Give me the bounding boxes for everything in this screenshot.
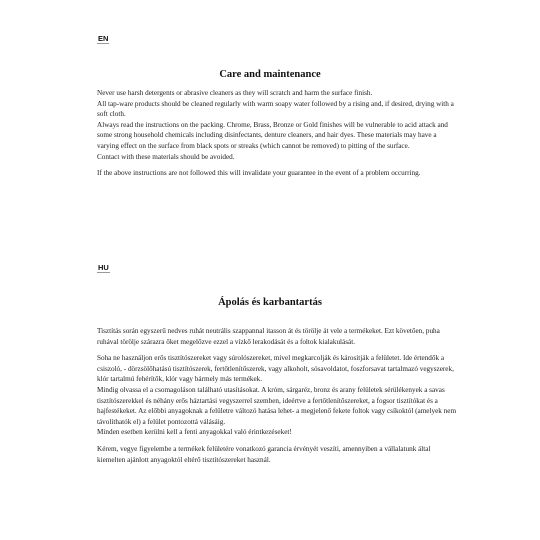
paragraph-hu-5: Kérem, vegye figyelembe a termékek felületére vonatkozó garancia érvényét veszíti, amennyiben a vállalatunk által kiemelten ajánlott anyagoktól eltérő tisztítószereket használ. <box>97 444 431 464</box>
paragraph-en-5: If the above instructions are not followed this will invalidate your guarantee in the event of a problem occurring. <box>97 169 421 178</box>
paragraph-hu-1: Tisztítás során egyszerű nedves ruhát neutrális szappannal itasson át és törölje át vele a termékeket. Ezt követően, puha ruhával törölje szárazra őket megelőzve ezzel a vízkő lerakodását és a foltok kialakulását. <box>97 327 440 346</box>
paragraph-en-1: Never use harsh detergents or abrasive cleaners as they will scratch and harm the surface finish. <box>97 89 373 97</box>
paragraph-en-4: Contact with these materials should be avoided. <box>97 152 235 161</box>
section-body-hu <box>97 326 457 465</box>
paragraph-hu-4: Minden esetben kerülni kell a fenti anyagokkal való érintkezéseket! <box>97 428 292 437</box>
language-label-en: EN <box>98 34 109 43</box>
language-label-hu: HU <box>98 263 109 272</box>
section-body-en <box>97 88 457 179</box>
paragraph-hu-3: Mindig olvassa el a csomagoláson található utasításokat. A króm, sárgaréz, bronz és arany felületek sérülékenyek a savas tisztítószerekkel és néhány erős háztartási vegyszerrel szemben, ideértve a fertőtlenítőszereket, a fogsor tisztítókat és a hajfestékeket. Az előbbi anyagoknak a felületre változó hatása lehet- a megjelenő fekete foltok vagy csíkoktól (amelyek nem távolíthatók el) a felület pontozottá válásáig. <box>97 385 457 426</box>
paragraph-en-3: Always read the instructions on the packing. Chrome, Brass, Bronze or Gold finishes will be vulnerable to acid attack and some strong household chemicals including disinfectants, denture cleaners, and hair dyes. These materials may have a varying effect on the surface from black spots or streaks (which cannot be removed) to pitting of the surface. <box>97 120 448 150</box>
section-title-hu: Ápolás és karbantartás <box>218 297 322 308</box>
paragraph-en-2: All tap-ware products should be cleaned regularly with warm soapy water followed by a rising and, if desired, drying with a soft cloth. <box>97 99 454 119</box>
section-title-en: Care and maintenance <box>219 69 321 80</box>
paragraph-hu-2: Soha ne használjon erős tisztítószereket vagy súrolószereket, mivel megkarcolják és károsítják a felületet. Ide értendők a csiszoló, - dörzsölőhatású tisztítószerek, fertőtlenítőszerek, vagy alkoholt, sósavoldatot, foszforsavat tartalmazó vegyszerek, klór tartalmú fehérítők, klór vagy bármely más termékek. <box>97 354 454 384</box>
